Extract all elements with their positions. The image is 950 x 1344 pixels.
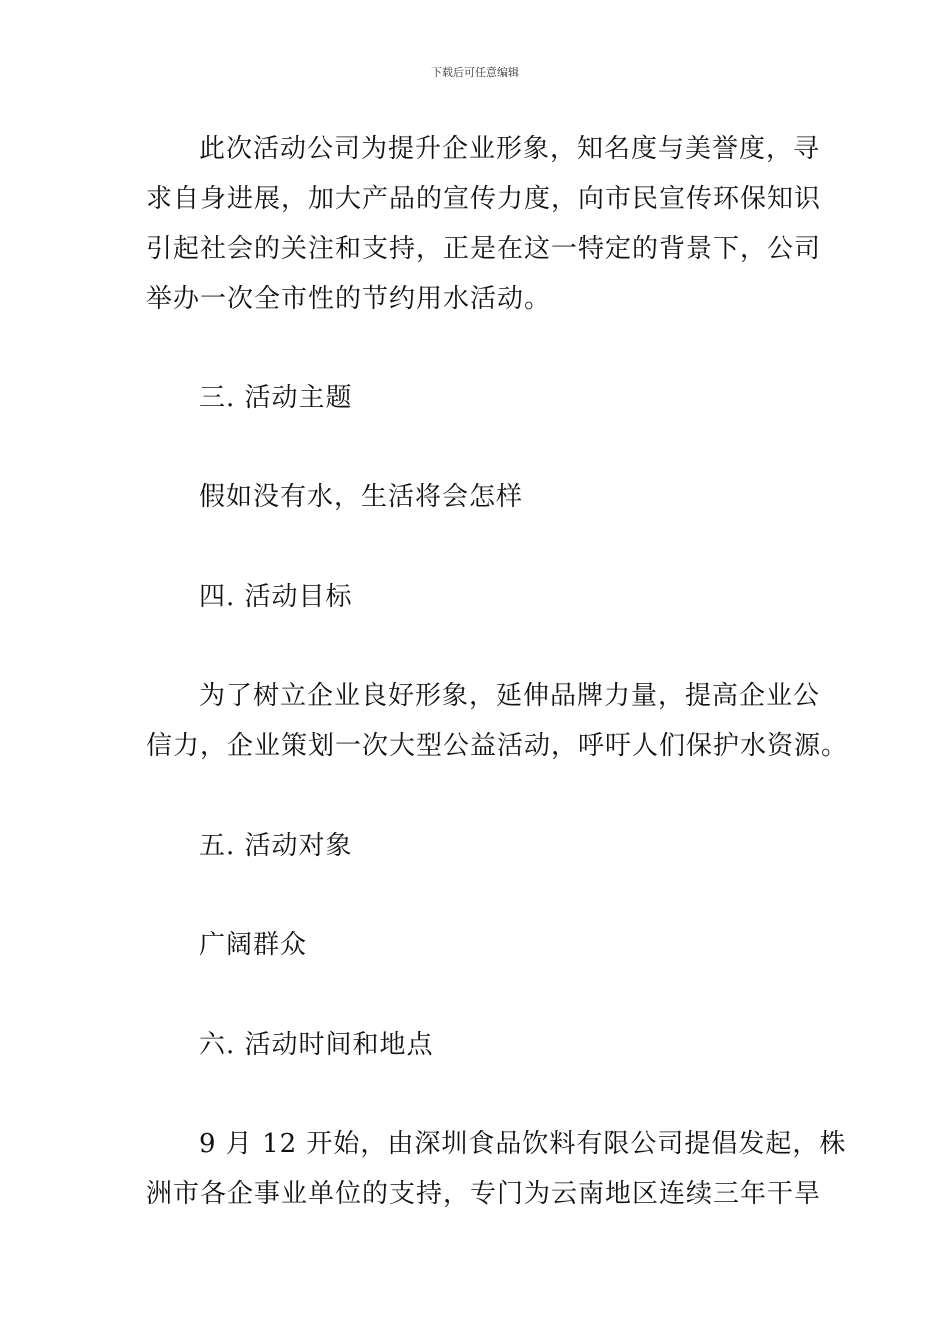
text-line: 广阔群众 bbox=[199, 930, 308, 960]
text-line: 五. 活动对象 bbox=[199, 831, 353, 861]
page-header: 下载后可任意编辑 bbox=[431, 66, 519, 79]
section-heading-goal bbox=[146, 572, 811, 622]
section-heading-theme bbox=[146, 373, 811, 423]
text-line: 洲市各企事业单位的支持，专门为云南地区连续三年干旱 bbox=[146, 1179, 822, 1209]
text-line: 信力，企业策划一次大型公益活动，呼吁人们保护水资源。 bbox=[146, 731, 849, 761]
paragraph-audience bbox=[146, 920, 811, 970]
text-line: 假如没有水，生活将会怎样 bbox=[199, 482, 524, 512]
section-heading-audience bbox=[146, 821, 811, 871]
paragraph-goal bbox=[146, 671, 849, 771]
paragraph-intro bbox=[146, 124, 822, 324]
paragraph-theme bbox=[146, 472, 811, 522]
section-heading-time-place bbox=[146, 1020, 811, 1070]
text-line: 9 月 12 开始，由深圳食品饮料有限公司提倡发起，株 bbox=[199, 1129, 847, 1159]
paragraph-time-place bbox=[146, 1119, 847, 1219]
text-line: 引起社会的关注和支持，正是在这一特定的背景下，公司 bbox=[146, 234, 822, 264]
text-line: 三. 活动主题 bbox=[199, 383, 353, 413]
text-line: 求自身进展，加大产品的宣传力度，向市民宣传环保知识 bbox=[146, 184, 822, 214]
text-line: 此次活动公司为提升企业形象，知名度与美誉度，寻 bbox=[199, 134, 821, 164]
text-line: 为了树立企业良好形象，延伸品牌力量，提高企业公 bbox=[199, 681, 821, 711]
text-line: 举办一次全市性的节约用水活动。 bbox=[146, 284, 552, 314]
text-line: 六. 活动时间和地点 bbox=[199, 1030, 434, 1060]
text-line: 四. 活动目标 bbox=[199, 582, 353, 612]
